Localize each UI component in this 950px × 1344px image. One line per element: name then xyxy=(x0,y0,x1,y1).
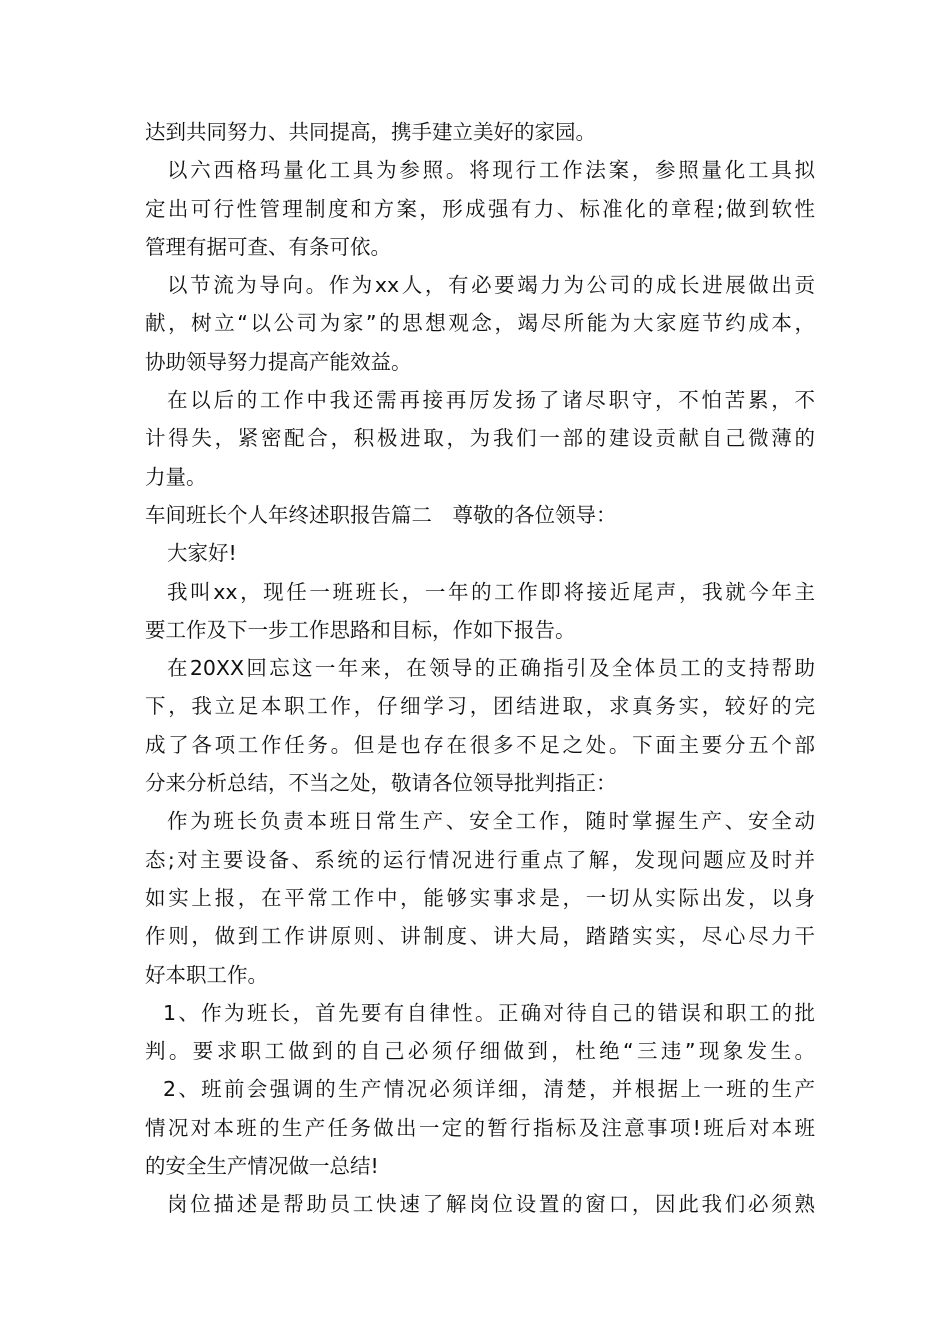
text-line: 要工作及下一步工作思路和目标，作如下报告。 xyxy=(145,617,576,642)
text-line: 如实上报，在平常工作中，能够实事求是，一切从实际出发，以身 xyxy=(145,885,815,910)
text-line: 达到共同努力、共同提高，携手建立美好的家园。 xyxy=(145,120,596,144)
text-line: 在20XX回忘这一年来，在领导的正确指引及全体员工的支持帮助 xyxy=(167,656,815,681)
document-body xyxy=(145,113,815,1224)
text-line: 协助领导努力提高产能效益。 xyxy=(145,349,412,374)
text-line: 分来分析总结，不当之处，敬请各位领导批判指正： xyxy=(145,771,617,796)
text-line: 态;对主要设备、系统的运行情况进行重点了解，发现问题应及时并 xyxy=(145,847,815,872)
text-line: 岗位描述是帮助员工快速了解岗位设置的窗口，因此我们必须熟 xyxy=(167,1192,815,1217)
section-heading: 车间班长个人年终述职报告篇二 尊敬的各位领导： xyxy=(145,502,617,527)
text-line: 在以后的工作中我还需再接再厉发扬了诸尽职守，不怕苦累，不 xyxy=(167,388,815,413)
text-line: 大家好! xyxy=(167,541,237,566)
text-line: 好本职工作。 xyxy=(145,962,268,987)
text-line: 计得失，紧密配合，积极进取，为我们一部的建设贡献自己微薄的 xyxy=(145,426,815,451)
text-line: 管理有据可查、有条可依。 xyxy=(145,234,391,259)
text-line: 情况对本班的生产任务做出一定的暂行指标及注意事项!班后对本班 xyxy=(145,1115,815,1140)
text-line: 2、班前会强调的生产情况必须详细，清楚，并根据上一班的生产 xyxy=(163,1077,815,1102)
text-line: 的安全生产情况做一总结! xyxy=(145,1154,379,1179)
text-line: 作则，做到工作讲原则、讲制度、讲大局，踏踏实实，尽心尽力干 xyxy=(145,924,815,949)
text-line: 成了各项工作任务。但是也存在很多不足之处。下面主要分五个部 xyxy=(145,732,815,757)
text-line: 力量。 xyxy=(145,464,207,489)
text-line: 献，树立“以公司为家”的思想观念，竭尽所能为大家庭节约成本， xyxy=(145,311,815,336)
text-line: 定出可行性管理制度和方案，形成强有力、标准化的章程;做到软性 xyxy=(145,196,815,221)
text-line: 作为班长负责本班日常生产、安全工作，随时掌握生产、安全动 xyxy=(167,809,815,834)
text-line: 我叫xx，现任一班班长，一年的工作即将接近尾声，我就今年主 xyxy=(167,579,815,604)
text-line: 以节流为导向。作为xx人，有必要竭力为公司的成长进展做出贡 xyxy=(167,273,815,298)
text-line: 以六西格玛量化工具为参照。将现行工作法案，参照量化工具拟 xyxy=(167,158,815,183)
text-line: 下，我立足本职工作，仔细学习，团结进取，求真务实，较好的完 xyxy=(145,694,815,719)
text-line: 1、作为班长，首先要有自律性。正确对待自己的错误和职工的批 xyxy=(163,1000,815,1025)
text-line: 判。要求职工做到的自己必须仔细做到，杜绝“三违”现象发生。 xyxy=(145,1039,815,1064)
